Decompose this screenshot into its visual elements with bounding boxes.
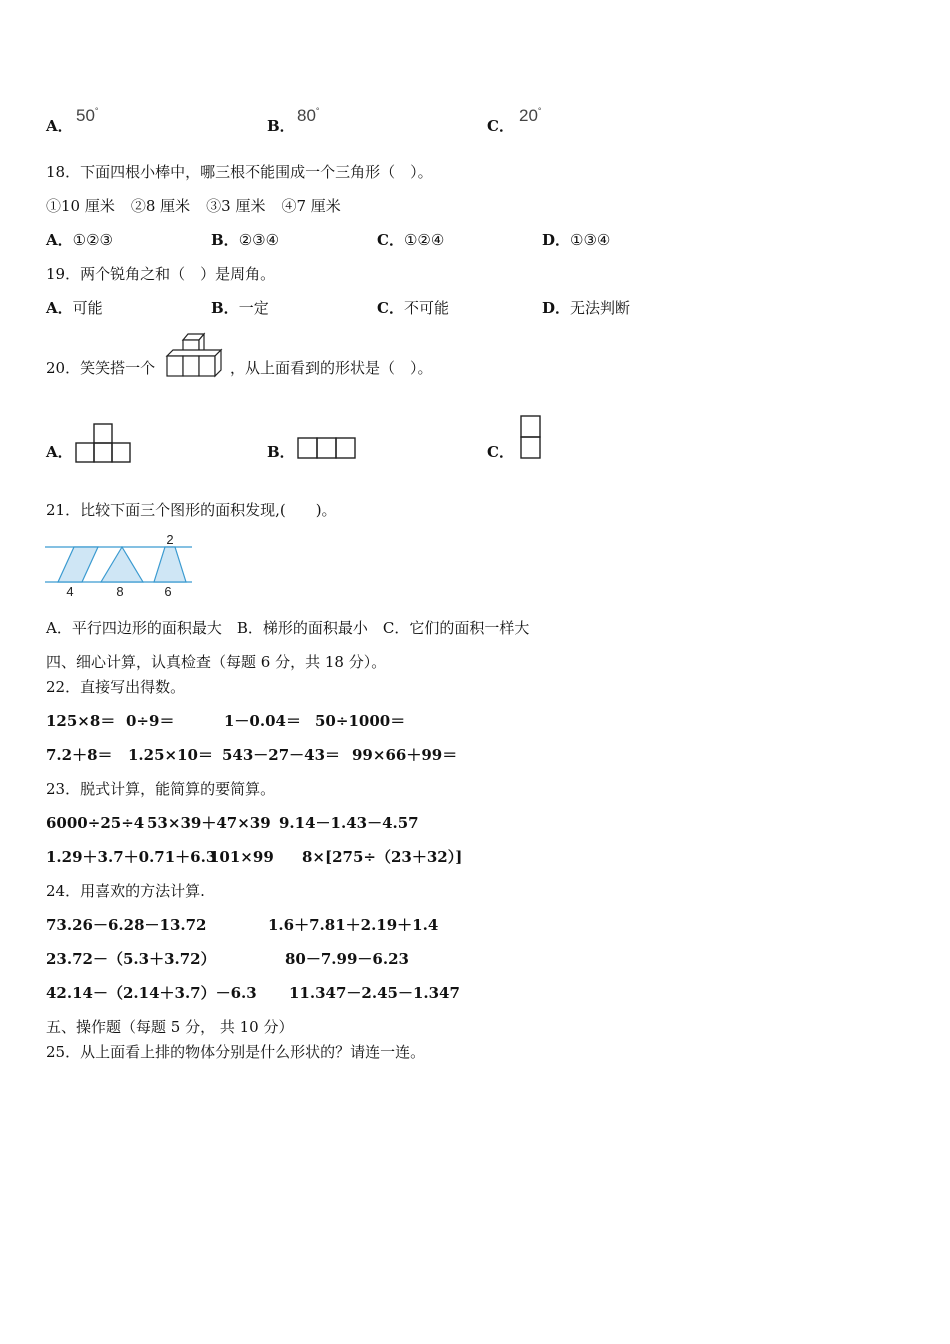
q22-row2-item1: 7.2＋8＝ — [46, 746, 113, 764]
q20-option-c-label: C． — [487, 443, 514, 461]
q23-stem: 23．脱式计算，能简算的要简算。 — [46, 780, 276, 798]
q20-option-a-shape[interactable] — [75, 423, 133, 465]
q18-option-d[interactable]: D．①③④ — [542, 231, 611, 249]
q20-cube-stack-figure — [164, 330, 230, 380]
q17-option-c-angle: 20° — [519, 106, 542, 125]
q24-row1-item2: 1.6＋7.81＋2.19＋1.4 — [268, 916, 439, 934]
q20-stem-after: ，从上面看到的形状是（ ）。 — [230, 359, 433, 377]
section4-heading: 四、细心计算，认真检查（每题 6 分，共 18 分）。 — [46, 653, 387, 671]
q19-option-a[interactable]: A．可能 — [46, 299, 103, 317]
q20-option-c-shape[interactable] — [519, 415, 543, 461]
q20-option-b-shape[interactable] — [297, 437, 357, 461]
q22-row1-item3: 1－0.04＝ — [224, 712, 301, 730]
q21-triangle-base-label: 8 — [116, 584, 124, 599]
q24-row3-item2: 11.347－2.45－1.347 — [289, 984, 460, 1002]
q18-stick-2: ②8 厘米 — [130, 197, 191, 215]
q17-option-a-label: A． — [46, 117, 73, 135]
q22-row1-item1: 125×8＝ — [46, 712, 116, 730]
q21-trapezoid — [154, 547, 186, 582]
q20-stem-before: 20．笑笑搭一个 — [46, 359, 156, 377]
q21-trapezoid-top-label: 2 — [166, 532, 174, 547]
q18-stick-1: ①10 厘米 — [46, 197, 115, 215]
q18-stem: 18．下面四根小棒中，哪三根不能围成一个三角形（ ）。 — [46, 163, 433, 181]
q17-option-a-angle: 50° — [76, 106, 99, 125]
q21-triangle — [101, 547, 143, 582]
q23-row1-item2: 53×39＋47×39 — [147, 814, 271, 832]
q21-parallelogram — [58, 547, 98, 582]
q19-option-c[interactable]: C．不可能 — [377, 299, 449, 317]
q24-row2-item2: 80－7.99－6.23 — [285, 950, 409, 968]
q20-option-a-label: A． — [46, 443, 73, 461]
q23-row1-item3: 9.14－1.43－4.57 — [279, 814, 419, 832]
q23-row2-item3: 8×[275÷（23＋32）] — [302, 848, 463, 866]
q18-sticks — [46, 196, 341, 216]
q17-option-b-label: B． — [267, 117, 295, 135]
q21-options[interactable]: A．平行四边形的面积最大 B．梯形的面积最小 C．它们的面积一样大 — [46, 619, 530, 637]
q22-stem: 22．直接写出得数。 — [46, 678, 186, 696]
q24-row1-item1: 73.26－6.28－13.72 — [46, 916, 207, 934]
q24-row2-item1: 23.72－（5.3＋3.72） — [46, 950, 216, 968]
q21-area-figure — [44, 530, 196, 600]
q24-row3-item1: 42.14－（2.14＋3.7）－6.3 — [46, 984, 257, 1002]
q18-stick-4: ④7 厘米 — [281, 197, 341, 215]
q17-option-c-label: C． — [487, 117, 514, 135]
q18-option-b[interactable]: B．②③④ — [211, 231, 280, 249]
q21-trapezoid-bottom-label: 6 — [164, 584, 172, 599]
q25-stem: 25．从上面看上排的物体分别是什么形状的？请连一连。 — [46, 1043, 426, 1061]
q22-row1-item4: 50÷1000＝ — [315, 712, 406, 730]
q22-row2-item3: 543－27－43＝ — [222, 746, 341, 764]
q23-row1-item1: 6000÷25÷4 — [46, 814, 145, 832]
q18-option-a[interactable]: A．①②③ — [46, 231, 113, 249]
q22-row1-item2: 0÷9＝ — [126, 712, 175, 730]
section5-heading: 五、操作题（每题 5 分， 共 10 分） — [46, 1018, 294, 1036]
q18-option-c[interactable]: C．①②④ — [377, 231, 445, 249]
q23-row2-item1: 1.29＋3.7＋0.71＋6.3 — [46, 848, 217, 866]
q19-option-b[interactable]: B．一定 — [211, 299, 269, 317]
q21-stem: 21．比较下面三个图形的面积发现,( )。 — [46, 501, 337, 519]
q20-option-b-label: B． — [267, 443, 295, 461]
q24-stem: 24．用喜欢的方法计算. — [46, 882, 205, 900]
q22-row2-item2: 1.25×10＝ — [128, 746, 213, 764]
q22-row2-item4: 99×66＋99＝ — [352, 746, 458, 764]
q18-stick-3: ③3 厘米 — [206, 197, 266, 215]
q19-option-d[interactable]: D．无法判断 — [542, 299, 631, 317]
q17-option-b-angle: 80° — [297, 106, 320, 125]
q21-parallelogram-base-label: 4 — [66, 584, 74, 599]
q19-stem: 19．两个锐角之和（ ）是周角。 — [46, 265, 276, 283]
q23-row2-item2: 101×99 — [209, 848, 274, 866]
